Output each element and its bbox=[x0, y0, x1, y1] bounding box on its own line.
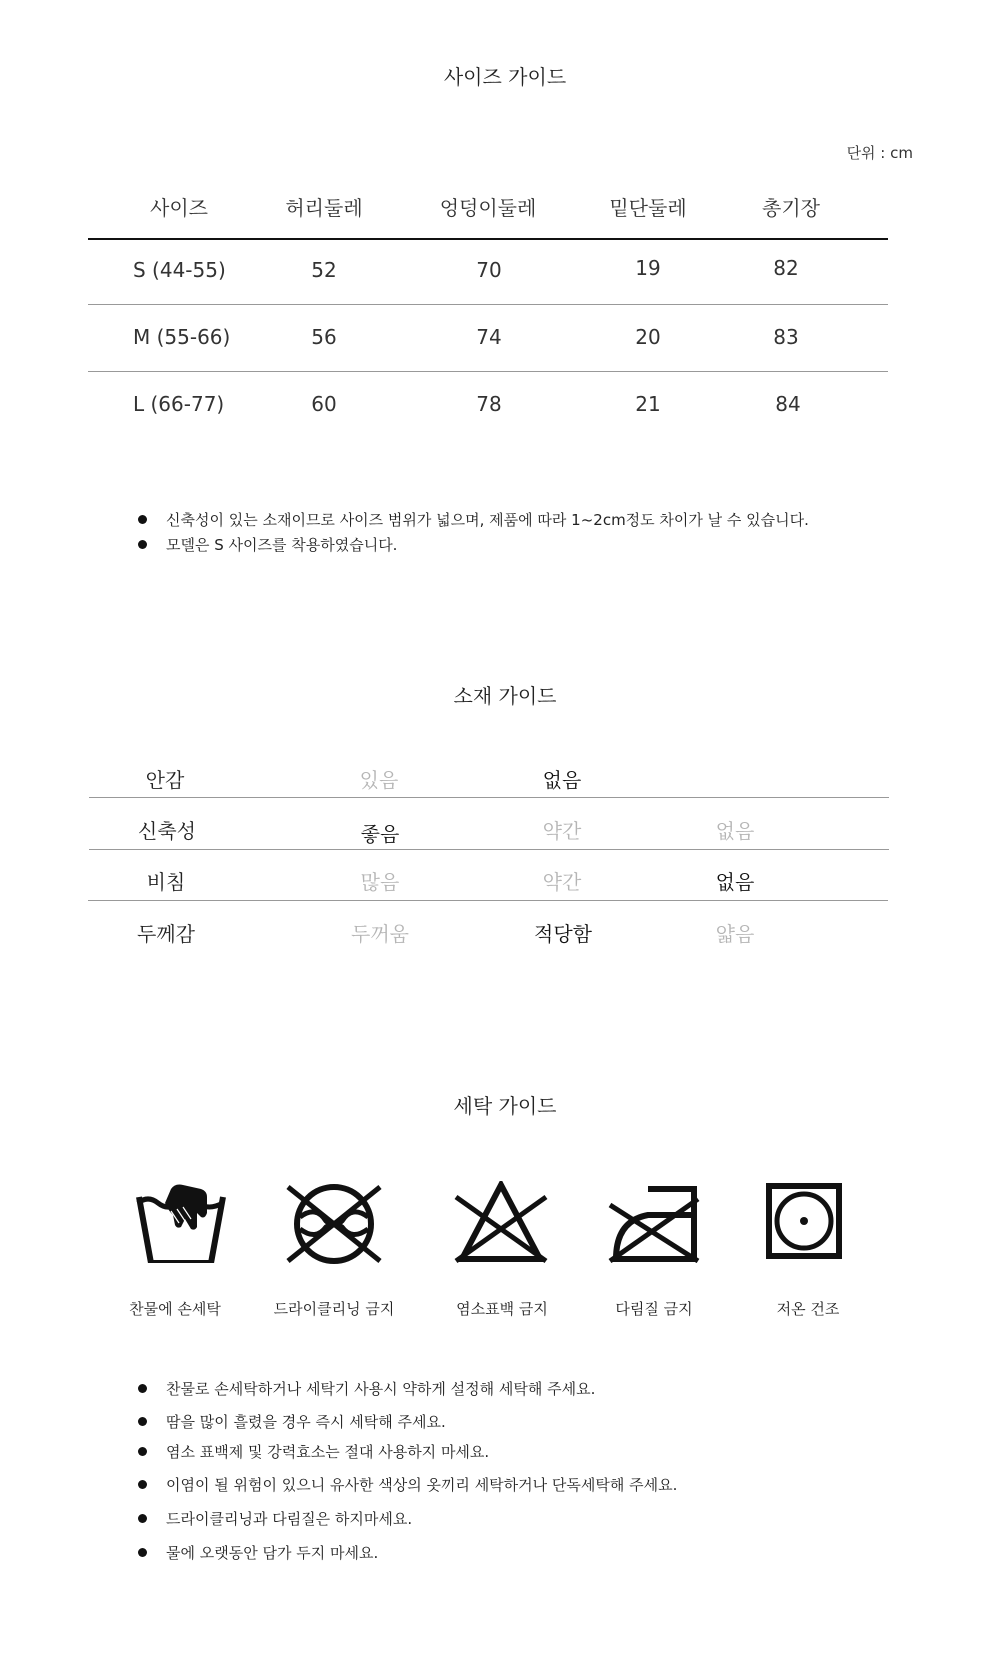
bullet-dot-icon bbox=[138, 515, 147, 524]
table-row-divider bbox=[88, 371, 888, 372]
material-guide-title: 소재 가이드 bbox=[453, 684, 557, 708]
table-cell-hip: 70 bbox=[476, 258, 502, 282]
material-option-selected: 없음 bbox=[542, 768, 582, 792]
tumble-dry-label: 저온 건조 bbox=[776, 1300, 840, 1318]
material-row-divider bbox=[89, 797, 889, 798]
hand-wash-label: 찬물에 손세탁 bbox=[129, 1300, 221, 1318]
bullet-dot-icon bbox=[138, 540, 147, 549]
no-dry-clean-icon bbox=[286, 1183, 382, 1265]
no-bleach-label: 염소표백 금지 bbox=[456, 1300, 548, 1318]
table-row-size: L (66-77) bbox=[133, 392, 225, 416]
material-option: 있음 bbox=[359, 768, 399, 792]
table-row-divider bbox=[88, 304, 888, 305]
bullet-dot-icon bbox=[138, 1447, 147, 1456]
table-cell-hip: 74 bbox=[476, 325, 502, 349]
no-bleach-icon bbox=[454, 1181, 548, 1265]
material-option: 약간 bbox=[542, 819, 582, 843]
table-cell-length: 84 bbox=[775, 392, 801, 416]
material-option-selected: 없음 bbox=[715, 870, 755, 894]
size-guide-title: 사이즈 가이드 bbox=[443, 65, 567, 89]
material-label-stretch: 신축성 bbox=[138, 819, 196, 843]
material-option: 두꺼움 bbox=[351, 922, 409, 946]
material-row-divider bbox=[88, 900, 888, 901]
table-cell-length: 82 bbox=[773, 256, 799, 280]
material-label-lining: 안감 bbox=[145, 768, 185, 792]
length-header: 총기장 bbox=[762, 196, 820, 220]
bullet-dot-icon bbox=[138, 1384, 147, 1393]
table-cell-waist: 60 bbox=[311, 392, 337, 416]
material-option: 얇음 bbox=[715, 922, 755, 946]
bullet-dot-icon bbox=[138, 1417, 147, 1426]
bullet-dot-icon bbox=[138, 1480, 147, 1489]
hand-wash-icon bbox=[135, 1183, 227, 1263]
table-cell-hem: 19 bbox=[635, 256, 661, 280]
hem-header: 밑단둘레 bbox=[609, 196, 687, 220]
no-iron-label: 다림질 금지 bbox=[615, 1300, 693, 1318]
material-option-selected: 적당함 bbox=[534, 922, 592, 946]
table-cell-hip: 78 bbox=[476, 392, 502, 416]
hip-header: 엉덩이둘레 bbox=[439, 196, 537, 220]
material-label-sheerness: 비침 bbox=[146, 870, 186, 894]
table-row-size: S (44-55) bbox=[133, 258, 226, 282]
material-row-divider bbox=[89, 849, 889, 850]
table-cell-hem: 21 bbox=[635, 392, 661, 416]
table-cell-waist: 52 bbox=[311, 258, 337, 282]
material-option-selected: 좋음 bbox=[360, 822, 400, 846]
size-header: 사이즈 bbox=[150, 196, 208, 220]
tumble-dry-icon bbox=[766, 1183, 842, 1259]
waist-header: 허리둘레 bbox=[285, 196, 363, 220]
table-cell-hem: 20 bbox=[635, 325, 661, 349]
table-cell-length: 83 bbox=[773, 325, 799, 349]
material-option: 없음 bbox=[715, 819, 755, 843]
material-option: 약간 bbox=[542, 870, 582, 894]
no-iron-icon bbox=[608, 1183, 700, 1263]
wash-guide-title: 세탁 가이드 bbox=[453, 1094, 557, 1118]
table-cell-waist: 56 bbox=[311, 325, 337, 349]
table-header-divider bbox=[88, 238, 888, 240]
no-dry-clean-label: 드라이클리닝 금지 bbox=[273, 1300, 395, 1318]
unit-label: 단위 : cm bbox=[846, 144, 913, 162]
table-row-size: M (55-66) bbox=[133, 325, 231, 349]
material-option: 많음 bbox=[360, 870, 400, 894]
bullet-dot-icon bbox=[138, 1548, 147, 1557]
material-label-thickness: 두께감 bbox=[137, 922, 195, 946]
bullet-dot-icon bbox=[138, 1514, 147, 1523]
